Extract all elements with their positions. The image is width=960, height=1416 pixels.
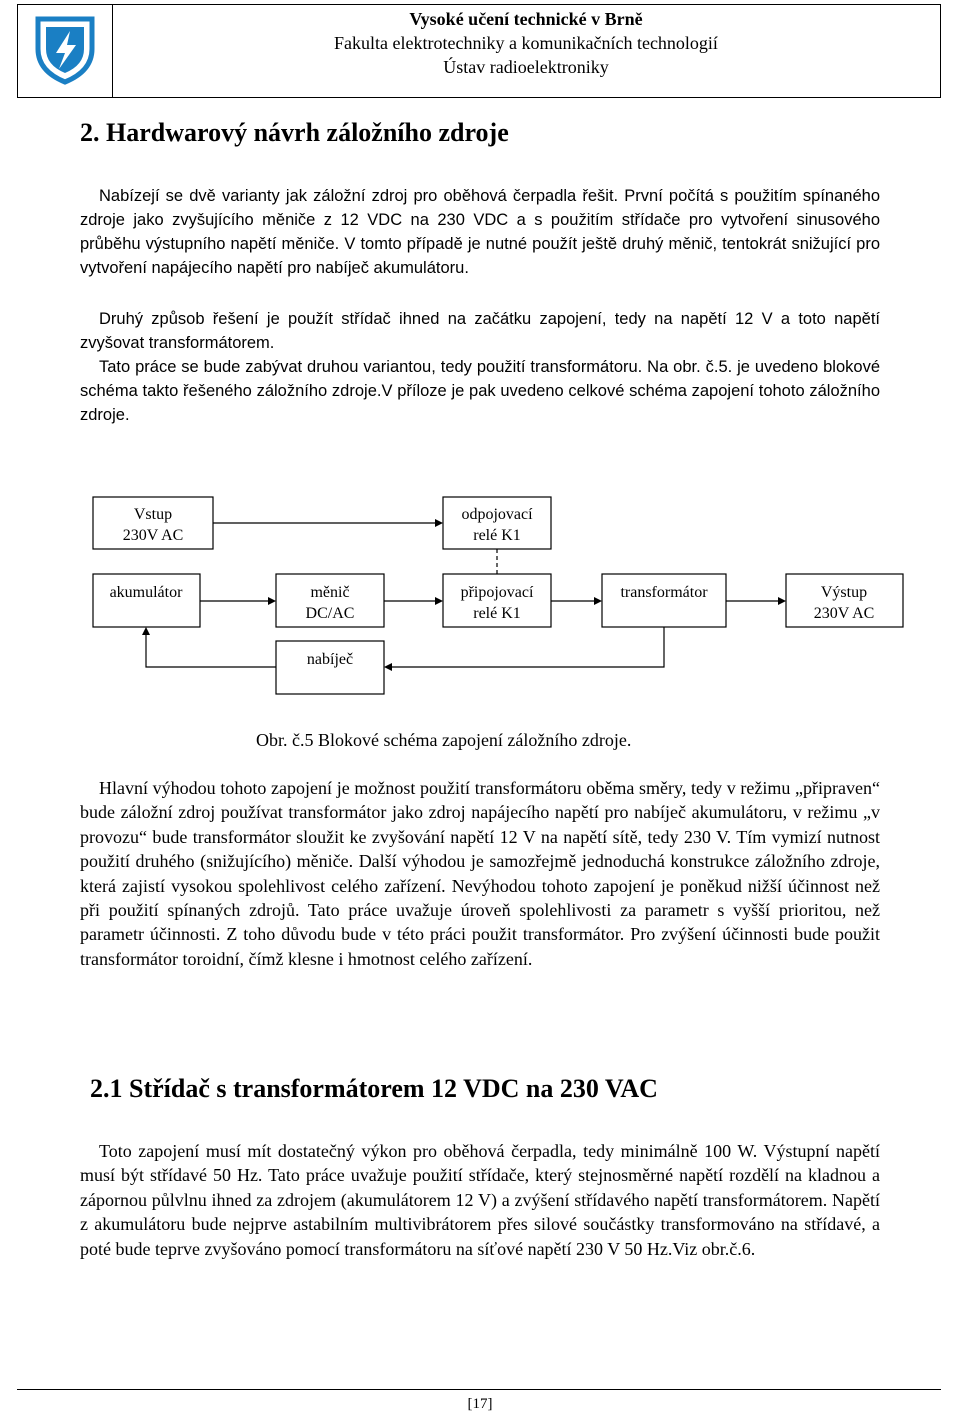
figure-caption: Obr. č.5 Blokové schéma zapojení záložního zdroje. (256, 730, 632, 750)
body-paragraph: Hlavní výhodou tohoto zapojení je možnost použití transformátoru oběma směry, tedy v režimu „připraven“ bude záložní zdroj používat transformátor jako zdroj napájecího napětí pro nabíječ akumulátoru, v režimu „v provozu“ bude transformátor sloužit ke zvyšování napětí 12 V na napětí sítě, tedy 230 V. Tím vymizí nutnost použití druhého (snižujícího) měniče. Další výhodou je samozřejmě jednoduchá konstrukce záložního zdroje, která zajistí vysokou spolehlivost celého zařízení. Nevýhodou tohoto zapojení je poněkud nižší účinnost než při použití spínaných zdrojů. Tato práce uvažuje úroveň spolehlivosti za parametr s vyšší prioritou, než parametr účinnosti. Z toho důvodu bude v této práci použit transformátor. Pro zvýšení účinnosti bude použit transformátor toroidní, čímž klesne i hmotnost celého zařízení. (80, 778, 880, 969)
label-vstup-2: 230V AC (122, 527, 184, 544)
subsection-title: 2.1 Střídač s transformátorem 12 VDC na 230 VAC (90, 1074, 658, 1103)
department-name: Ústav radioelektroniky (443, 57, 609, 77)
page-number: [17] (467, 1396, 493, 1412)
label-menic-1: měnič (310, 584, 350, 601)
label-pripojovaci-2: relé K1 (473, 605, 521, 622)
arrowhead (142, 627, 150, 635)
label-nabijec: nabíječ (306, 651, 354, 668)
label-vystup-2: 230V AC (813, 605, 875, 622)
arrowhead (594, 597, 602, 605)
arrowhead (435, 519, 443, 527)
university-name: Vysoké učení technické v Brně (409, 9, 643, 29)
label-vystup-1: Výstup (820, 584, 868, 601)
intro-paragraph-2: Druhý způsob řešení je použít střídač ihned na začátku zapojení, tedy na napětí 12 V a toto napětí zvyšovat transformátorem. (80, 310, 880, 352)
intro-paragraph-1: Nabízejí se dvě varianty jak záložní zdroj pro oběhová čerpadla řešit. První počítá s použitím spínaného zdroje jako zvyšujícího měniče z 12 VDC na 230 VDC a s použitím střídače pro vytvoření sinusového průběhu výstupního napětí měniče. V tomto případě je nutné použít ještě druhý měnič, tentokrát snižující pro vytvoření napájecího napětí pro nabíječ akumulátoru. (80, 187, 880, 277)
label-akumulator: akumulátor (109, 584, 183, 601)
footer-divider (17, 1389, 941, 1390)
label-odpojovaci-1: odpojovací (461, 506, 533, 523)
label-transformator: transformátor (620, 584, 708, 601)
arrow-transformator-nabijec (391, 627, 664, 667)
arrowhead (268, 597, 276, 605)
arrowhead (384, 663, 392, 671)
faculty-name: Fakulta elektrotechniky a komunikačních technologií (334, 33, 718, 53)
label-vstup-1: Vstup (133, 506, 173, 523)
label-menic-2: DC/AC (305, 605, 355, 622)
label-pripojovaci-1: připojovací (460, 584, 534, 601)
arrow-nabijec-akumulator (146, 634, 276, 667)
arrowhead (435, 597, 443, 605)
intro-paragraph-3: Tato práce se bude zabývat druhou variantou, tedy použití transformátoru. Na obr. č.5. je uvedeno blokové schéma takto řešeného záložního zdroje.V příloze je pak uvedeno celkové schéma zapojení tohoto záložního zdroje. (80, 358, 880, 424)
arrowhead (778, 597, 786, 605)
section-title: 2. Hardwarový návrh záložního zdroje (80, 118, 509, 147)
label-odpojovaci-2: relé K1 (473, 527, 521, 544)
subsection-paragraph: Toto zapojení musí mít dostatečný výkon pro oběhová čerpadla, tedy minimálně 100 W. Výstupní napětí musí být střídavé 50 Hz. Tato práce uvažuje použití střídače, který stejnosměrné napětí rozdělí na kladnou a zápornou půlvlnu ihned za zdrojem (akumulátorem 12 V) a zvýšení střídavého napětí transformátorem. Napětí z akumulátoru bude nejprve astabilním multivibrátorem přes silové součástky transformováno na střídavé, a poté bude teprve zvyšováno pomocí transformátoru na síťové napětí 230 V 50 Hz.Viz obr.č.6. (80, 1141, 880, 1259)
